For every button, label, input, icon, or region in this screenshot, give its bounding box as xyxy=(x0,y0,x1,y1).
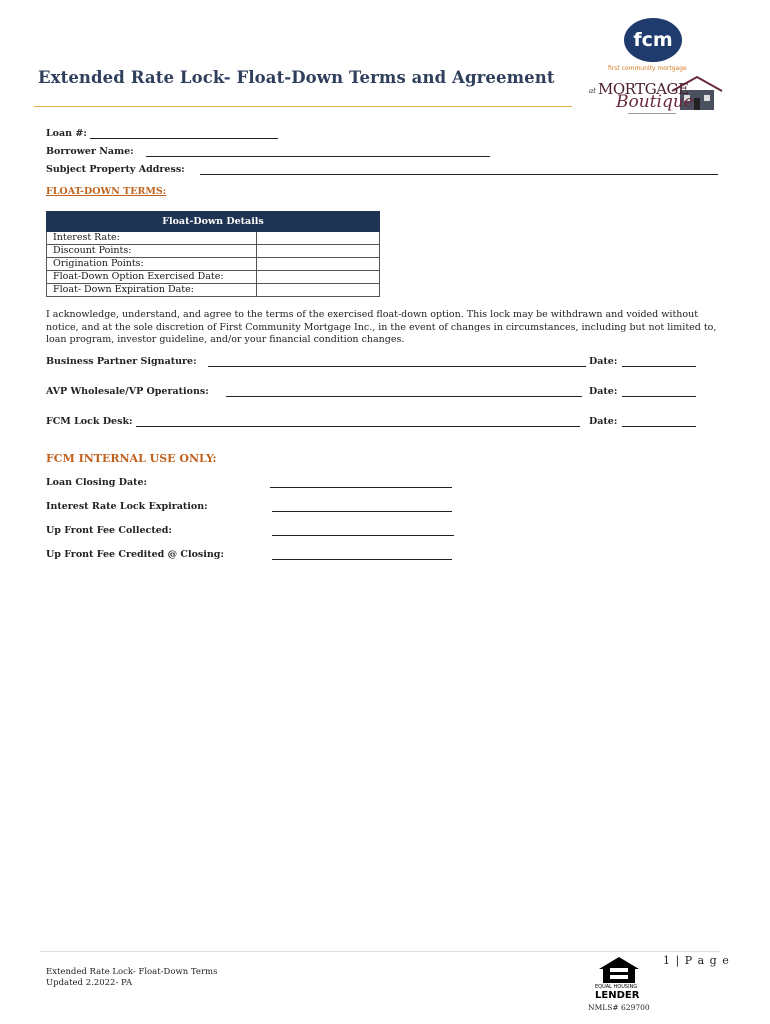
loan-closing-date-label: Loan Closing Date: xyxy=(46,477,148,488)
title-divider xyxy=(34,106,572,107)
property-address-label: Subject Property Address: xyxy=(46,164,185,175)
internal-use-heading: FCM INTERNAL USE ONLY: xyxy=(46,452,217,465)
lock-desk-date-label: Date: xyxy=(589,416,618,427)
partner-signature-label: Business Partner Signature: xyxy=(46,356,197,367)
row-label: Origination Points: xyxy=(47,258,257,271)
avp-signature-label: AVP Wholesale/VP Operations: xyxy=(46,386,209,397)
expiration-date-cell[interactable] xyxy=(257,284,380,297)
table-row xyxy=(47,245,380,258)
nmls-number: NMLS# 629700 xyxy=(588,1003,650,1012)
fee-collected-field[interactable] xyxy=(272,525,454,536)
borrower-name-field[interactable] xyxy=(146,146,490,157)
footer-updated: Updated 2.2022- PA xyxy=(46,978,133,988)
eho-lender-text: LENDER xyxy=(595,990,640,1001)
float-down-terms-heading: FLOAT-DOWN TERMS: xyxy=(46,186,167,197)
equal-housing-icon xyxy=(596,955,642,985)
logo-mortgage: MORTGAGE xyxy=(598,80,689,98)
row-label: Discount Points: xyxy=(47,245,257,258)
table-row xyxy=(47,271,380,284)
lock-desk-field[interactable] xyxy=(136,416,580,427)
logo-boutique: Boutique xyxy=(616,92,694,112)
partner-signature-field[interactable] xyxy=(208,356,586,367)
page-title: Extended Rate Lock- Float-Down Terms and Agreement xyxy=(38,68,555,87)
discount-points-cell[interactable] xyxy=(257,245,380,258)
table-row xyxy=(47,258,380,271)
fee-collected-label: Up Front Fee Collected: xyxy=(46,525,172,536)
footer-divider xyxy=(40,951,720,952)
footer-doc-title: Extended Rate Lock- Float-Down Terms xyxy=(46,967,218,977)
row-label: Float- Down Expiration Date: xyxy=(47,284,257,297)
avp-date-label: Date: xyxy=(589,386,618,397)
partner-date-field[interactable] xyxy=(622,356,696,367)
interest-rate-cell[interactable] xyxy=(257,232,380,245)
loan-number-label: Loan #: xyxy=(46,128,87,139)
logo-at: at xyxy=(589,87,596,95)
loan-closing-date-field[interactable] xyxy=(270,477,452,488)
fee-credited-field[interactable] xyxy=(272,549,452,560)
eho-small-text: EQUAL HOUSING xyxy=(595,984,638,990)
table-header: Float-Down Details xyxy=(47,212,380,232)
lock-expiration-label: Interest Rate Lock Expiration: xyxy=(46,501,208,512)
property-address-field[interactable] xyxy=(200,164,718,175)
origination-points-cell[interactable] xyxy=(257,258,380,271)
fcm-logo: fcm xyxy=(624,18,682,62)
fcm-tagline: first community mortgage xyxy=(608,65,687,72)
row-label: Interest Rate: xyxy=(47,232,257,245)
loan-number-field[interactable] xyxy=(90,128,278,139)
page-number: 1 | P a g e xyxy=(663,954,730,967)
lock-expiration-field[interactable] xyxy=(272,501,452,512)
partner-date-label: Date: xyxy=(589,356,618,367)
fee-credited-label: Up Front Fee Credited @ Closing: xyxy=(46,549,224,560)
table-row xyxy=(47,284,380,297)
borrower-name-label: Borrower Name: xyxy=(46,146,134,157)
logo-underline xyxy=(628,113,676,114)
avp-signature-field[interactable] xyxy=(226,386,582,397)
acknowledgement-text: I acknowledge, understand, and agree to the terms of the exercised float-down option. This lock may be withdrawn and voided without notice, and at the sole discretion of First Community Mortgage Inc., in the event of changes in circumstances, including but not limited to, loan program, investor guideline, and/or your financial condition changes. xyxy=(46,309,717,345)
lock-desk-label: FCM Lock Desk: xyxy=(46,416,133,427)
row-label: Float-Down Option Exercised Date: xyxy=(47,271,257,284)
avp-date-field[interactable] xyxy=(622,386,696,397)
lock-desk-date-field[interactable] xyxy=(622,416,696,427)
float-down-table xyxy=(46,211,380,297)
exercised-date-cell[interactable] xyxy=(257,271,380,284)
table-row xyxy=(47,232,380,245)
